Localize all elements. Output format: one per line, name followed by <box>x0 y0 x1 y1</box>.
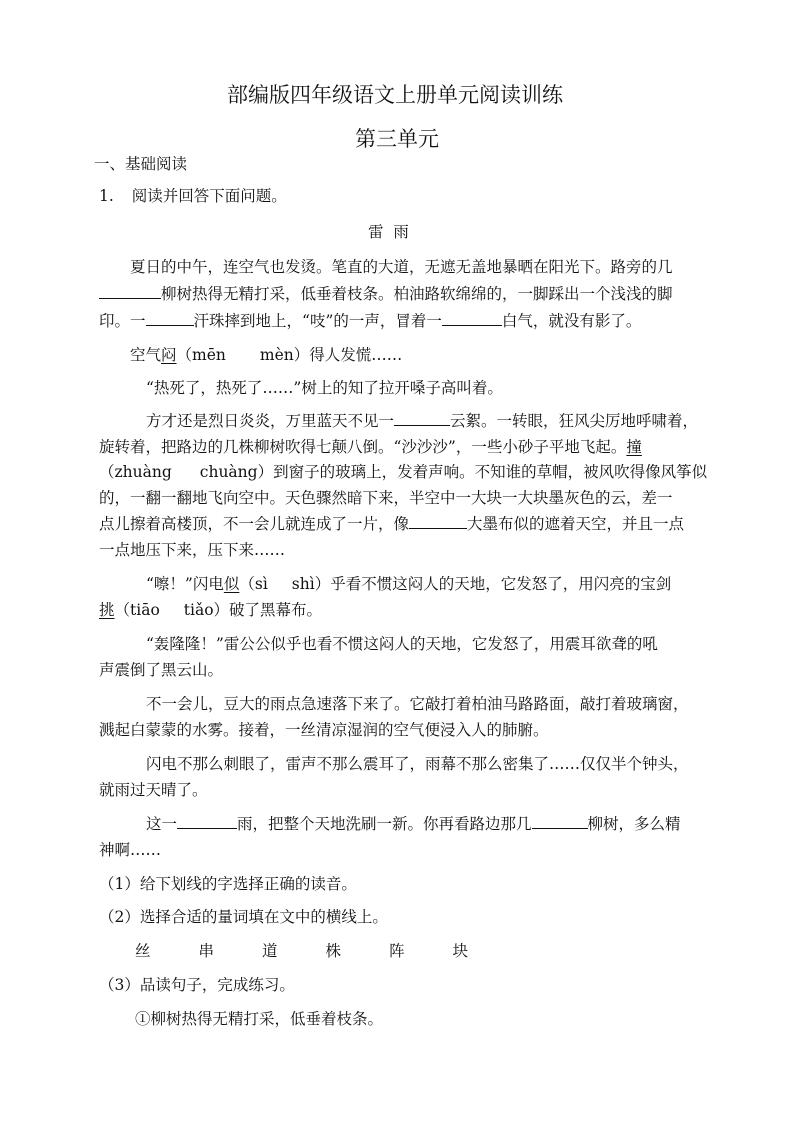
underlined-char: 似 <box>223 575 240 593</box>
measure-word: 串 <box>198 942 215 960</box>
measure-word: 阵 <box>389 942 405 960</box>
pinyin-option: （mēn <box>176 346 226 364</box>
answer-blank[interactable] <box>146 311 194 326</box>
passage-line <box>99 284 673 304</box>
passage-text: 雨，把整个天地洗刷一新。你再看路边那几 <box>237 815 532 833</box>
passage-line <box>99 600 322 620</box>
passage-title: 雷 雨 <box>368 223 409 241</box>
measure-word: 株 <box>325 942 342 960</box>
document-title: 部编版四年级语文上册单元阅读训练 <box>227 83 563 107</box>
passage-text: 印。一 <box>99 312 146 330</box>
passage-text: 柳树，多么精 <box>587 815 681 833</box>
pinyin-option: （zhuàng <box>99 463 172 481</box>
passage-line: 的，一翻一翻地飞向空中。天色骤然暗下来，半空中一大块一大块墨灰色的云，差一 <box>99 489 673 507</box>
passage-line <box>146 411 698 431</box>
measure-word-list <box>135 941 468 961</box>
question-prompt-line <box>99 186 287 206</box>
passage-line: 闪电不那么刺眼了，雷声不那么震耳了，雨幕不那么密集了……仅仅半个钟头， <box>146 755 689 773</box>
pinyin-option: mèn）得人发慌…… <box>259 346 403 364</box>
question-3-sentence: ①柳树热得无精打采，低垂着枝条。 <box>135 1010 384 1028</box>
passage-text: 白气，就没有影了。 <box>501 312 642 330</box>
passage-line: 神啊…… <box>99 841 162 859</box>
passage-line: “轰隆隆！”雷公公似乎也看不惯这闷人的天地，它发怒了，用震耳欲聋的吼 <box>146 635 658 653</box>
answer-blank[interactable] <box>99 284 161 299</box>
passage-text: “嚓！”闪电 <box>146 575 224 593</box>
passage-line <box>99 437 642 457</box>
section-heading: 一、基础阅读 <box>94 155 188 173</box>
passage-line <box>99 462 707 482</box>
passage-line: “热死了，热死了……”树上的知了拉开嗓子高叫着。 <box>146 379 503 397</box>
measure-word: 丝 <box>135 942 151 960</box>
underlined-char: 挑 <box>99 601 115 619</box>
passage-text: 云絮。一转眼，狂风尖厉地呼啸着， <box>450 412 699 430</box>
passage-line <box>99 514 684 534</box>
passage-line <box>146 574 671 594</box>
pinyin-option: （sì <box>239 575 268 593</box>
answer-blank[interactable] <box>177 814 237 829</box>
question-number: 1. <box>99 187 114 205</box>
passage-text: 大墨布似的遮着天空，并且一点 <box>467 515 685 533</box>
question-prompt: 阅读并回答下面问题。 <box>131 187 287 205</box>
underlined-char: 撞 <box>626 438 642 456</box>
passage-line: 一点地压下来，压下来…… <box>99 541 286 559</box>
question-1: （1）给下划线的字选择正确的读音。 <box>99 875 357 893</box>
passage-text: 旋转着，把路边的几株柳树吹得七颠八倒。“沙沙沙”，一些小砂子平地飞起。 <box>99 438 627 456</box>
passage-line <box>99 311 641 331</box>
passage-line: 夏日的中午，连空气也发烫。笔直的大道，无遮无盖地暴晒在阳光下。路旁的几 <box>130 258 673 276</box>
passage-text: 点儿擦着高楼顶，不一会儿就连成了一片，像 <box>99 515 410 533</box>
measure-word: 块 <box>452 942 469 960</box>
passage-line: 就雨过天晴了。 <box>99 781 208 799</box>
underlined-char: 闷 <box>161 346 177 364</box>
pinyin-option: （tiāo <box>114 601 160 619</box>
passage-text: shì）乎看不惯这闷人的天地，它发怒了，用闪亮的宝剑 <box>291 575 672 593</box>
measure-word: 道 <box>262 942 278 960</box>
passage-text: 空气 <box>130 346 162 364</box>
passage-line: 不一会儿，豆大的雨点急速落下来了。它敲打着柏油马路路面，敲打着玻璃窗， <box>146 695 689 713</box>
passage-text: chuàng）到窗子的玻璃上，发着声响。不知谁的草帽，被风吹得像风筝似 <box>199 463 708 481</box>
passage-text: tiǎo）破了黑幕布。 <box>183 601 323 619</box>
unit-title: 第三单元 <box>355 127 439 151</box>
passage-line <box>146 814 681 834</box>
answer-blank[interactable] <box>532 814 588 829</box>
passage-text: 这一 <box>146 815 178 833</box>
question-2: （2）选择合适的量词填在文中的横线上。 <box>99 908 388 926</box>
answer-blank[interactable] <box>394 411 450 426</box>
passage-line <box>130 345 402 365</box>
passage-line: 声震倒了黑云山。 <box>99 661 224 679</box>
passage-text: 方才还是烈日炎炎，万里蓝天不见一 <box>146 412 395 430</box>
passage-line: 溅起白蒙蒙的水雾。接着，一丝清凉湿润的空气便浸入人的肺腑。 <box>99 721 549 739</box>
question-3: （3）品读句子，完成练习。 <box>99 976 295 994</box>
passage-text: 汗珠摔到地上，“吱”的一声，冒着一 <box>193 312 442 330</box>
answer-blank[interactable] <box>409 514 467 529</box>
answer-blank[interactable] <box>442 311 502 326</box>
passage-text: 柳树热得无精打采，低垂着枝条。柏油路软绵绵的，一脚踩出一个浅浅的脚 <box>161 285 673 303</box>
